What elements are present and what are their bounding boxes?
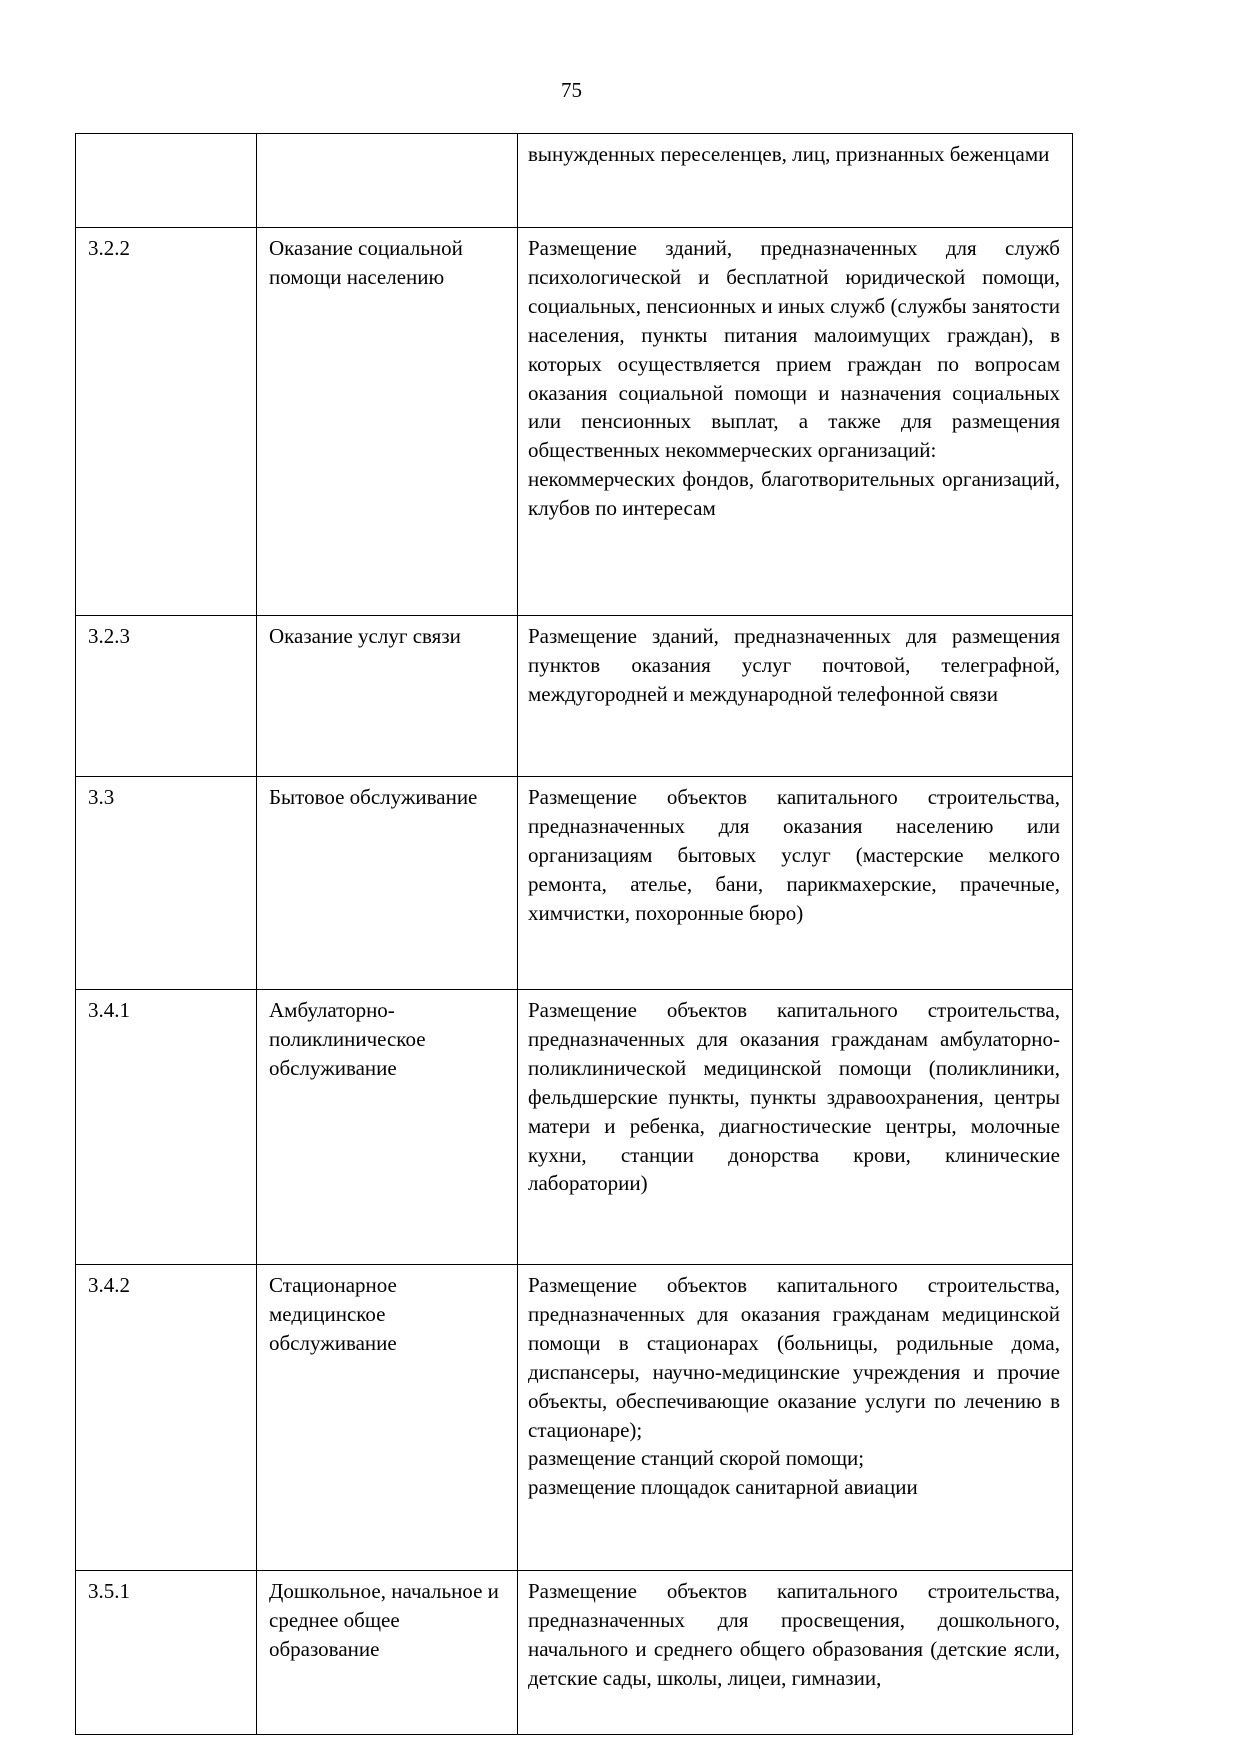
description-paragraph: Размещение объектов капитального строительства, предназначенных для просвещения, дошкольного, начального и среднего общего образования (детские ясли, детские сады, школы, лицеи, гимназии, bbox=[528, 1579, 1060, 1690]
description-paragraph: вынужденных переселенцев, лиц, признанных беженцами bbox=[528, 142, 1050, 166]
description-paragraph: размещение станций скорой помощи; bbox=[528, 1446, 865, 1471]
page-number: 75 bbox=[561, 78, 582, 102]
table-row bbox=[76, 616, 1073, 777]
description-paragraph: некоммерческих фондов, благотворительных организаций, клубов по интересам bbox=[528, 467, 1060, 521]
table-row bbox=[76, 228, 1073, 616]
description-paragraph: Размещение зданий, предназначенных для служб психологической и бесплатной юридической помощи, социальных, пенсионных и иных служб (службы занятости населения, пункты питания малоимущих граждан), в которых осуществляется прием граждан по вопросам оказания социальной помощи и назначения социальных или пенсионных выплат, а также для размещения общественных некоммерческих организаций: bbox=[528, 236, 1060, 463]
code-cell: 3.3 bbox=[76, 777, 257, 990]
description-paragraph: размещение площадок санитарной авиации bbox=[528, 1475, 918, 1500]
use-name-cell: Оказание социальной помощи населению bbox=[257, 228, 518, 616]
use-name-cell: Дошкольное, начальное и среднее общее образование bbox=[257, 1571, 518, 1735]
description-cell bbox=[518, 134, 1073, 228]
table-row bbox=[76, 990, 1073, 1265]
description-cell bbox=[518, 1571, 1073, 1735]
use-name-cell bbox=[257, 134, 518, 228]
land-use-table bbox=[75, 133, 1073, 1735]
use-name-cell: Бытовое обслуживание bbox=[257, 777, 518, 990]
description-paragraph: Размещение объектов капитального строительства, предназначенных для оказания населению или организациям бытовых услуг (мастерские мелкого ремонта, ателье, бани, парикмахерские, прачечные, химчистки, похоронные бюро) bbox=[528, 785, 1060, 925]
description-cell bbox=[518, 228, 1073, 616]
use-name-cell: Стационарное медицинское обслуживание bbox=[257, 1265, 518, 1571]
description-paragraph: Размещение объектов капитального строительства, предназначенных для оказания гражданам амбулаторно-поликлинической медицинской помощи (поликлиники, фельдшерские пункты, пункты здравоохранения, центры матери и ребенка, диагностические центры, молочные кухни, станции донорства крови, клинические лаборатории) bbox=[528, 998, 1060, 1196]
table-row bbox=[76, 1265, 1073, 1571]
code-cell: 3.5.1 bbox=[76, 1571, 257, 1735]
description-paragraph: Размещение объектов капитального строительства, предназначенных для оказания гражданам медицинской помощи в стационарах (больницы, родильные дома, диспансеры, научно-медицинские учреждения и прочие объекты, обеспечивающие оказание услуги по лечению в стационаре); bbox=[528, 1273, 1060, 1442]
table-row bbox=[76, 134, 1073, 228]
code-cell: 3.2.2 bbox=[76, 228, 257, 616]
use-name-cell: Амбулаторно-поликлиническое обслуживание bbox=[257, 990, 518, 1265]
description-cell bbox=[518, 616, 1073, 777]
code-cell: 3.4.2 bbox=[76, 1265, 257, 1571]
description-cell bbox=[518, 777, 1073, 990]
code-cell: 3.4.1 bbox=[76, 990, 257, 1265]
table-row bbox=[76, 1571, 1073, 1735]
description-cell bbox=[518, 990, 1073, 1265]
code-cell bbox=[76, 134, 257, 228]
table-row bbox=[76, 777, 1073, 990]
description-cell bbox=[518, 1265, 1073, 1571]
use-name-cell: Оказание услуг связи bbox=[257, 616, 518, 777]
code-cell: 3.2.3 bbox=[76, 616, 257, 777]
description-paragraph: Размещение зданий, предназначенных для размещения пунктов оказания услуг почтовой, телеграфной, междугородней и международной телефонной связи bbox=[528, 624, 1060, 706]
